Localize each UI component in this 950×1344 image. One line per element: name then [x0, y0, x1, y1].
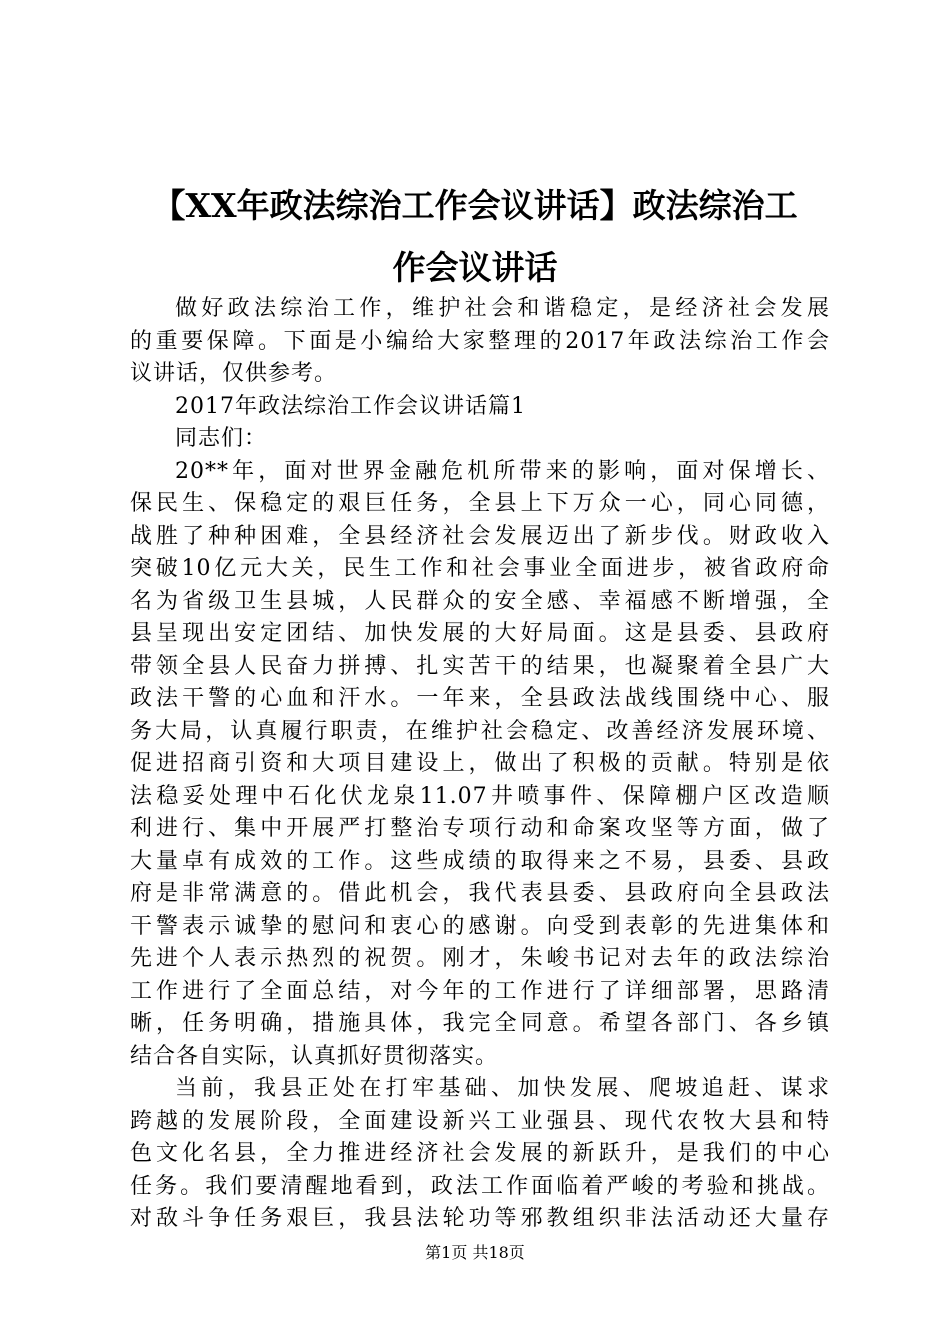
- text-line: 法稳妥处理中石化伏龙泉11.07井喷事件、保障棚户区改造顺: [130, 783, 830, 809]
- text-line: 对敌斗争任务艰巨，我县法轮功等邪教组织非法活动还大量存: [130, 1206, 830, 1231]
- text-line: 晰，任务明确，措施具体，我完全同意。希望各部门、各乡镇: [130, 1011, 830, 1036]
- text-line: 县呈现出安定团结、加快发展的大好局面。这是县委、县政府: [130, 621, 830, 646]
- text-line: 政法干警的心血和汗水。一年来，全县政法战线围绕中心、服: [130, 686, 830, 711]
- text-line: 战胜了种种困难，全县经济社会发展迈出了新步伐。财政收入: [130, 523, 830, 549]
- page-number-footer: 第1页 共18页: [425, 1243, 525, 1262]
- document-title-line-1: 【XX年政法综治工作会议讲话】政法综治工: [152, 186, 798, 225]
- text-line: 色文化名县，全力推进经济社会发展的新跃升，是我们的中心: [130, 1141, 830, 1166]
- text-line: 名为省级卫生县城，人民群众的安全感、幸福感不断增强，全: [130, 588, 830, 614]
- text-line: 先进个人表示热烈的祝贺。刚才，朱峻书记对去年的政法综治: [130, 946, 830, 971]
- text-line: 做好政法综治工作，维护社会和谐稳定，是经济社会发展: [175, 296, 830, 321]
- text-line: 任务。我们要清醒地看到，政法工作面临着严峻的考验和挑战。: [130, 1173, 830, 1199]
- text-line: 促进招商引资和大项目建设上，做出了积极的贡献。特别是依: [130, 751, 830, 776]
- text-line: 结合各自实际，认真抓好贯彻落实。: [130, 1043, 499, 1069]
- text-line: 大量卓有成效的工作。这些成绩的取得来之不易，县委、县政: [130, 848, 830, 874]
- text-line: 突破10亿元大关，民生工作和社会事业全面进步，被省政府命: [130, 556, 830, 581]
- text-line: 当前，我县正处在打牢基础、加快发展、爬坡追赶、谋求: [175, 1076, 830, 1101]
- text-line: 保民生、保稳定的艰巨任务，全县上下万众一心，同心同德，: [130, 491, 830, 516]
- text-line: 20**年，面对世界金融危机所带来的影响，面对保增长、: [175, 458, 830, 484]
- document-body: [130, 293, 830, 1236]
- section-heading: 2017年政法综治工作会议讲话篇1: [175, 393, 526, 419]
- text-line: 利进行、集中开展严打整治专项行动和命案攻坚等方面，做了: [130, 816, 830, 841]
- text-line: 府是非常满意的。借此机会，我代表县委、县政府向全县政法: [130, 881, 830, 906]
- text-line: 的重要保障。下面是小编给大家整理的2017年政法综治工作会: [130, 328, 830, 354]
- text-line: 跨越的发展阶段，全面建设新兴工业强县、现代农牧大县和特: [130, 1108, 830, 1134]
- text-line: 带领全县人民奋力拼搏、扎实苦干的结果，也凝聚着全县广大: [130, 653, 830, 679]
- document-title-line-2: 作会议讲话: [392, 248, 558, 287]
- text-line: 工作进行了全面总结，对今年的工作进行了详细部署，思路清: [130, 978, 830, 1004]
- text-line: 议讲话，仅供参考。: [130, 361, 338, 386]
- salutation: 同志们：: [175, 426, 268, 451]
- text-line: 干警表示诚挚的慰问和衷心的感谢。向受到表彰的先进集体和: [130, 913, 830, 939]
- text-line: 务大局，认真履行职责，在维护社会稳定、改善经济发展环境、: [130, 718, 830, 744]
